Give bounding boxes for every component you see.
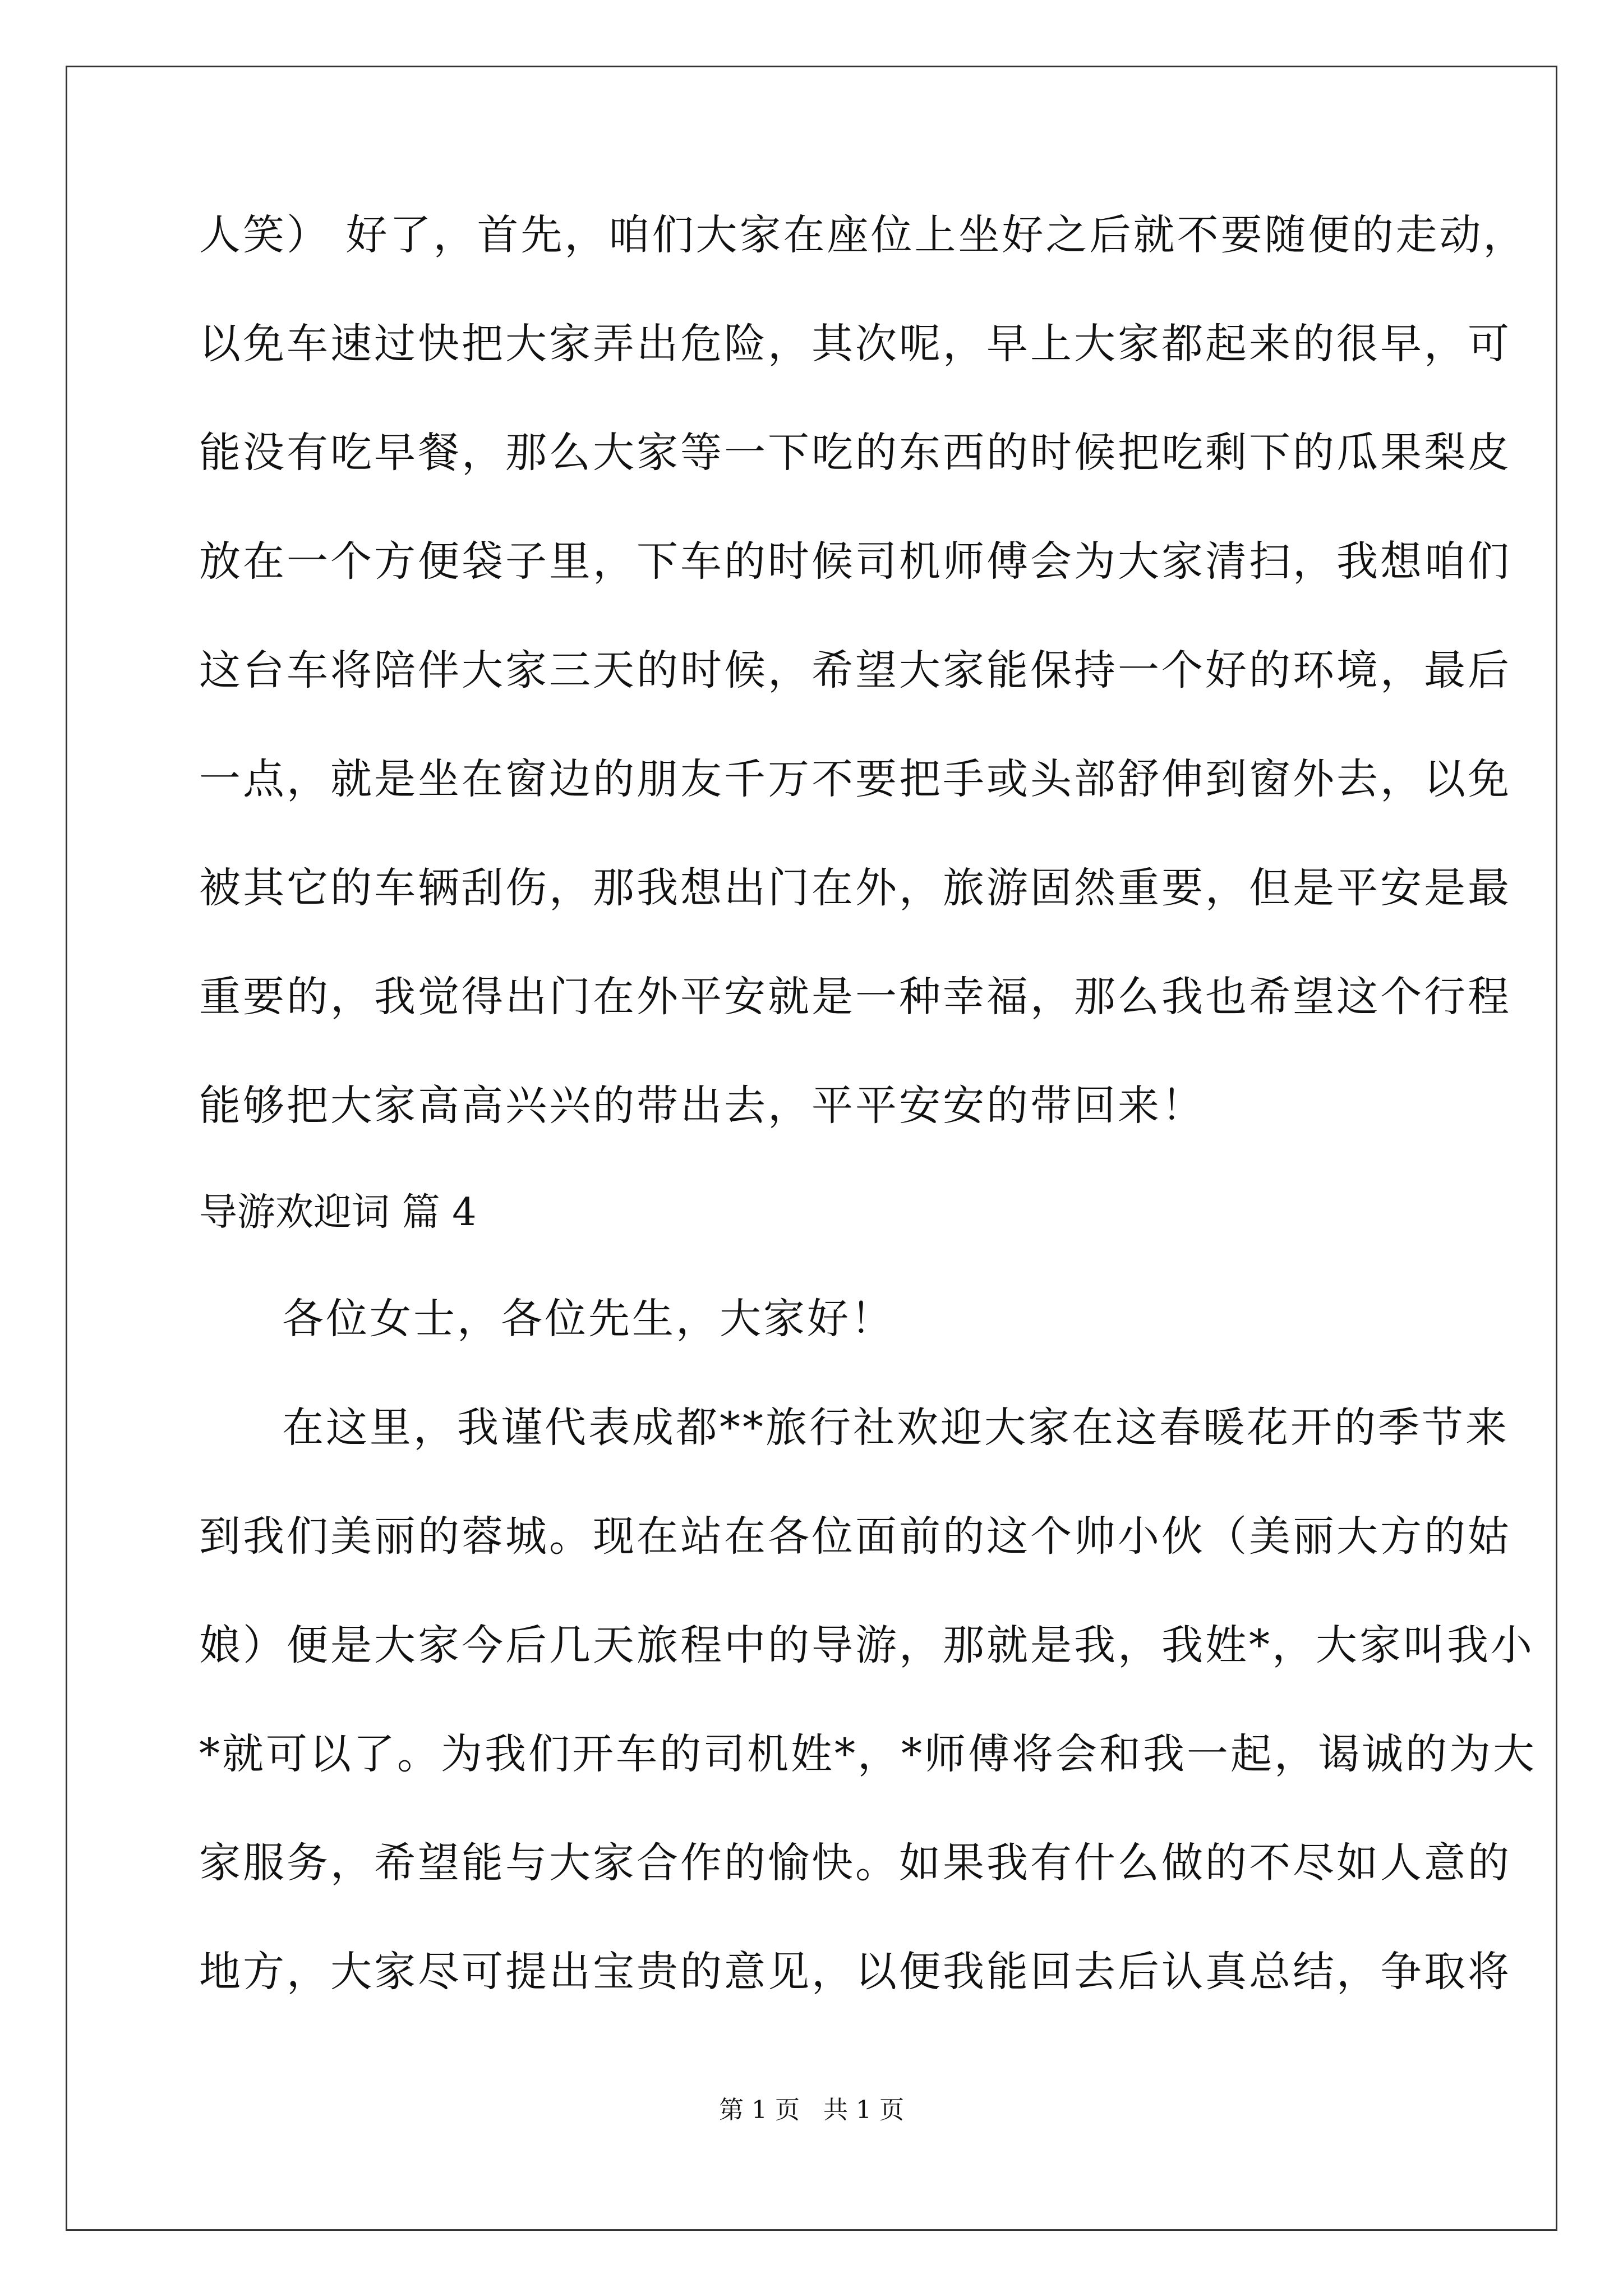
text-line: 重要的，我觉得出门在外平安就是一种幸福，那么我也希望这个行程 [199,973,1511,1021]
text-line: *就可以了。为我们开车的司机姓*，*师傅将会和我一起，谒诚的为大 [199,1730,1537,1778]
text-line: 被其它的车辆刮伤，那我想出门在外，旅游固然重要，但是平安是最 [199,864,1511,912]
text-line: 在这里，我谨代表成都**旅行社欢迎大家在这春暖花开的季节来 [282,1404,1509,1452]
page-number-footer: 第 1 页 共 1 页 [719,2096,904,2124]
text-line: 一点，就是坐在窗边的朋友千万不要把手或头部舒伸到窗外去，以免 [199,755,1511,803]
text-line: 家服务，希望能与大家合作的愉快。如果我有什么做的不尽如人意的 [199,1839,1511,1887]
text-line: 这台车将陪伴大家三天的时候，希望大家能保持一个好的环境，最后 [199,646,1511,694]
text-line: 能够把大家高高兴兴的带出去，平平安安的带回来！ [199,1082,1205,1130]
greeting-line: 各位女士，各位先生，大家好！ [282,1295,895,1343]
text-line: 能没有吃早餐，那么大家等一下吃的东西的时候把吃剩下的瓜果梨皮 [199,429,1511,477]
text-line: 到我们美丽的蓉城。现在站在各位面前的这个帅小伙（美丽大方的姑 [199,1512,1511,1561]
section-heading: 导游欢迎词 篇 4 [199,1190,477,1235]
document-body [199,211,1537,2060]
text-line: 以免车速过快把大家弄出危险，其次呢，早上大家都起来的很早，可 [199,320,1511,368]
text-line: 娘）便是大家今后几天旅程中的导游，那就是我，我姓*，大家叫我小 [199,1621,1534,1669]
text-line: 放在一个方便袋子里，下车的时候司机师傅会为大家清扫，我想咱们 [199,537,1511,586]
text-line: 人笑） 好了，首先，咱们大家在座位上坐好之后就不要随便的走动， [199,211,1527,259]
text-line: 地方，大家尽可提出宝贵的意见，以便我能回去后认真总结，争取将 [199,1948,1511,1996]
